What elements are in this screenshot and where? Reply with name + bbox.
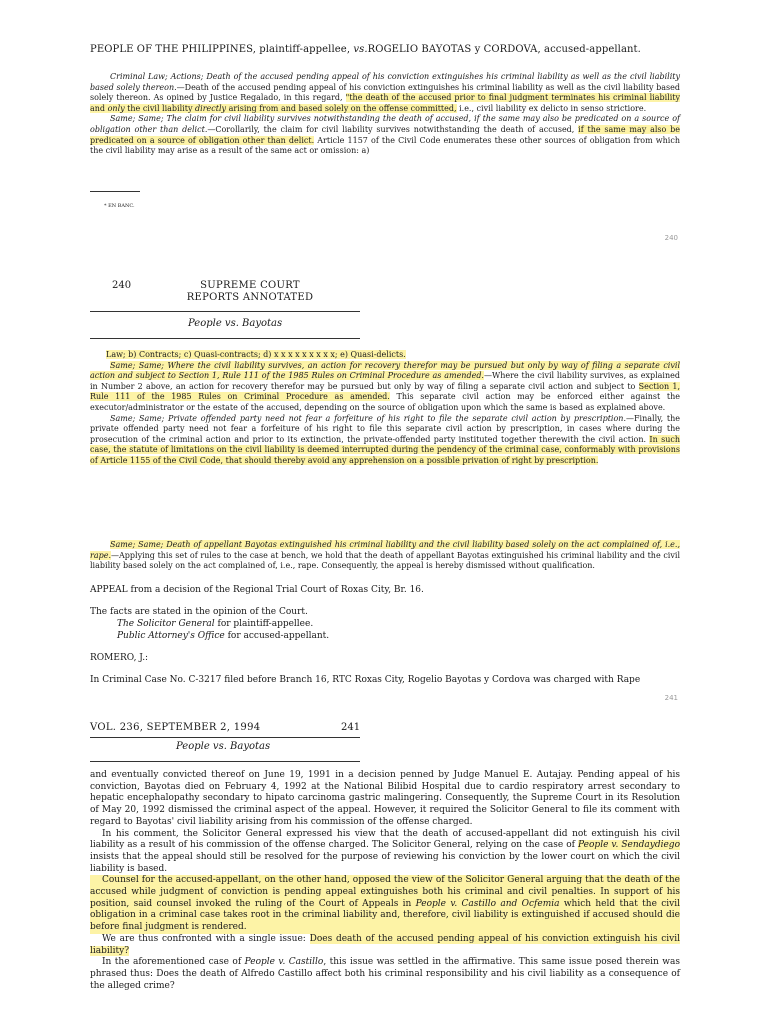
opinion-text-5a: In the aforementioned case of (102, 957, 245, 968)
header-journal-title: SUPREME COURT REPORTS ANNOTATED (186, 280, 314, 303)
syllabus-text-4: —Finally, the private offended party need not fear a forfeiture of his right to file this separate civil action by prescription, in cases where during the prosecution of the criminal action and prior to its extinction, the private-offended party instituted together therewith the civil action. (90, 413, 681, 444)
header-rule-2 (90, 338, 360, 339)
sg-role: for plaintiff-appellee. (214, 619, 314, 629)
case-caption (90, 44, 641, 55)
syllabus-text-3b: This separate civil action may be enforced either against the executor/administrator or the estate of the accused, depending on the source of obligation upon which the same is based as explained above. (90, 392, 680, 412)
syllabus-text-2: Article 1157 of the Civil Code enumerates these other sources of obligation from which the civil liability may arise as a result of the same act or omission: a) (90, 135, 680, 156)
counsel-pao (90, 630, 680, 642)
syllabus-heading-2: Same; Same; The claim for civil liability survives notwithstanding the death of accused, if the same may also be predicated on a source of obligation other than delict. (90, 114, 680, 134)
quote-part-2: the civil liability (124, 103, 196, 113)
counsel-sg (90, 618, 680, 630)
running-title-2: People vs. Bayotas (176, 741, 271, 752)
opinion-text-3a: Counsel for the accused-appellant, on the other hand, opposed the view of the Solicitor General arguing that the death of the accused while judgment of conviction is pending appeal extinguishes both his criminal and civil penalties. In support of his position, said counsel invoked the ruling of the Court of Appeals in (90, 875, 680, 909)
opinion-text-5b: , this issue was settled in the affirmative. This same issue posed therein was phrased thus: Does the death of Alfredo Castillo affect both his criminal responsibility and his civil liability as a consequence of the alleged crime? (90, 957, 680, 991)
appeal-section (90, 584, 680, 686)
quote-part-3: arising from and based solely on the offense committed, (226, 103, 457, 113)
case-castillo: People v. Castillo (244, 957, 324, 968)
opinion-paragraph-3 (90, 875, 680, 934)
syllabus-text-3a: —Where the civil liability survives, as explained in Number 2 above, an action for recovery therefor may be pursued but only by way of filing a separate civil action and subject to (90, 371, 680, 391)
caption-accused: ROGELIO BAYOTAS y CORDOVA, accused-appellant. (367, 44, 641, 55)
highlight-statute: In such case, the statute of limitations on the civil liability is deemed interrupted during the pendency of the criminal case, conformably with provisions of Article 1155 of the Civil Code, that should thereby avoid any apprehension on a possible privation of right by prescription. (90, 434, 680, 465)
opinion-paragraph-5 (90, 957, 680, 992)
case-castillo-ocfemia: People v. Castillo and Ocfemia (415, 898, 560, 909)
header-rule-1 (90, 311, 360, 312)
volume-date: VOL. 236, SEPTEMBER 2, 1994 (90, 722, 261, 733)
sg-name: The Solicitor General (117, 619, 215, 629)
quote-part-1: "the death of the accused prior to final judgment terminates his criminal liability and (90, 93, 681, 113)
footnote-en-banc: * EN BANC. (104, 203, 135, 209)
page-number-241: 241 (664, 694, 678, 702)
caption-vs: vs. (353, 44, 368, 55)
ponente: ROMERO, J.: (90, 653, 149, 663)
syllabus-block-3 (90, 540, 680, 572)
opinion-body (90, 770, 680, 992)
quote-only: only (107, 103, 125, 113)
opinion-text-2: In his comment, the Solicitor General expressed his view that the death of accused-appellant did not extinguish his civil liability as a result of his commission of the offense charged. The Solicitor General, relying on the case of (90, 828, 680, 851)
opinion-paragraph-2 (90, 829, 680, 876)
page-number-240: 240 (664, 234, 678, 242)
law-line (90, 350, 680, 361)
syllabus-heading-4: Same; Same; Private offended party need not fear a forfeiture of his right to file the separate civil action by prescription. (110, 413, 626, 423)
highlight-section-1: Section 1, Rule 111 of the 1985 Rules on Criminal Procedure as amended. (90, 381, 681, 402)
pao-name: Public Attorney's Office (117, 631, 225, 641)
syllabus-text-1: —Death of the accused pending appeal of his conviction extinguishes his criminal liability as well as the civil liability based solely thereon. As opined by Justice Regalado, in this regard, (90, 82, 680, 103)
syllabus-dash-2: —Corollarily, the claim for civil liability survives notwithstanding the death of accused, (207, 124, 579, 134)
highlight-issue: Does death of the accused pending appeal of his conviction extinguish his civil liability? (90, 933, 680, 956)
highlight-law-line: Law; b) Contracts; c) Quasi-contracts; d) x x x x x x x x x; e) Quasi-delicts. (106, 350, 406, 359)
syllabus-text-5: —Applying this set of rules to the case at bench, we hold that the death of appellant Bayotas extinguished his criminal liability and the civil liability based solely on the act complained of, i.e., rape. Consequently, the appeal is hereby dismissed without qualification. (90, 550, 680, 571)
footnote-rule (90, 191, 140, 192)
syllabus-heading-5: Same; Same; Death of appellant Bayotas extinguished his criminal liability and the civil liability based solely on the act complained of, i.e., rape. (90, 540, 680, 560)
syllabus-paragraph-1 (90, 72, 680, 114)
facts-line: The facts are stated in the opinion of the Court. (90, 607, 308, 617)
syllabus-block-1 (90, 72, 680, 157)
header-rule-3 (90, 737, 360, 738)
syllabus-paragraph-3 (90, 361, 680, 414)
opinion-tail-2: insists that the appeal should still be resolved for the purpose of reviewing his conviction by the lower court on which the civil liability is based. (90, 851, 680, 874)
opinion-paragraph-4 (90, 934, 680, 957)
running-title-1: People vs. Bayotas (188, 318, 283, 329)
syllabus-heading-1: Criminal Law; Actions; Death of the accused pending appeal of his conviction extinguishes his criminal liability as well as the civil liability based solely thereon. (90, 72, 680, 92)
syllabus-heading-3: Same; Same; Where the civil liability survives, an action for recovery therefor may be pursued but only by way of filing a separate civil action and subject to Section 1, Rule 111 of the 1985 Rules on Criminal Procedure as amended. (90, 360, 680, 381)
caption-parties: PEOPLE OF THE PHILIPPINES, plaintiff-appellee, (90, 44, 354, 55)
opinion-text-3b: which held that the civil obligation in a criminal case takes root in the criminal liability and, therefore, civil liability is extinguished if accused should die before final judgment is rendered. (90, 898, 680, 933)
syllabus-block-2 (90, 350, 680, 467)
syllabus-paragraph-2 (90, 114, 680, 156)
syllabus-paragraph-4 (90, 414, 680, 467)
header-page-number-2: 241 (341, 722, 361, 733)
syllabus-paragraph-5 (90, 540, 680, 572)
appeal-line: APPEAL from a decision of the Regional Trial Court of Roxas City, Br. 16. (90, 585, 424, 595)
pao-role: for accused-appellant. (224, 631, 330, 641)
highlight-obligation: if the same may also be predicated on a source of obligation other than delict. (90, 124, 680, 145)
case-sendaydiego: People v. Sendaydiego (578, 840, 680, 851)
header-page-number: 240 (112, 280, 132, 291)
opinion-text-4: We are thus confronted with a single issue: (102, 933, 310, 944)
syllabus-tail-1: i.e., civil liability ex delicto in senso strictiore. (456, 103, 647, 113)
opinion-paragraph-1: and eventually convicted thereof on June 19, 1991 in a decision penned by Judge Manuel E. Autajay. Pending appeal of his conviction, Bayotas died on February 4, 1992 at the National Bilibid Hospital due to cardio respiratory arrest secondary to hepatic encephalopathy secondary to hipato carcinoma gastric malingering. Consequently, the Supreme Court in its Resolution of May 20, 1992 dismissed the criminal aspect of the appeal. However, it required the Solicitor General to file its comment with regard to Bayotas' civil liability arising from his commission of the offense charged. (90, 770, 680, 827)
quote-directly: directly (195, 103, 227, 113)
case-opening-line: In Criminal Case No. C-3217 filed before Branch 16, RTC Roxas City, Rogelio Bayotas y Cordova was charged with Rape (90, 675, 641, 685)
header-rule-4 (90, 761, 360, 762)
